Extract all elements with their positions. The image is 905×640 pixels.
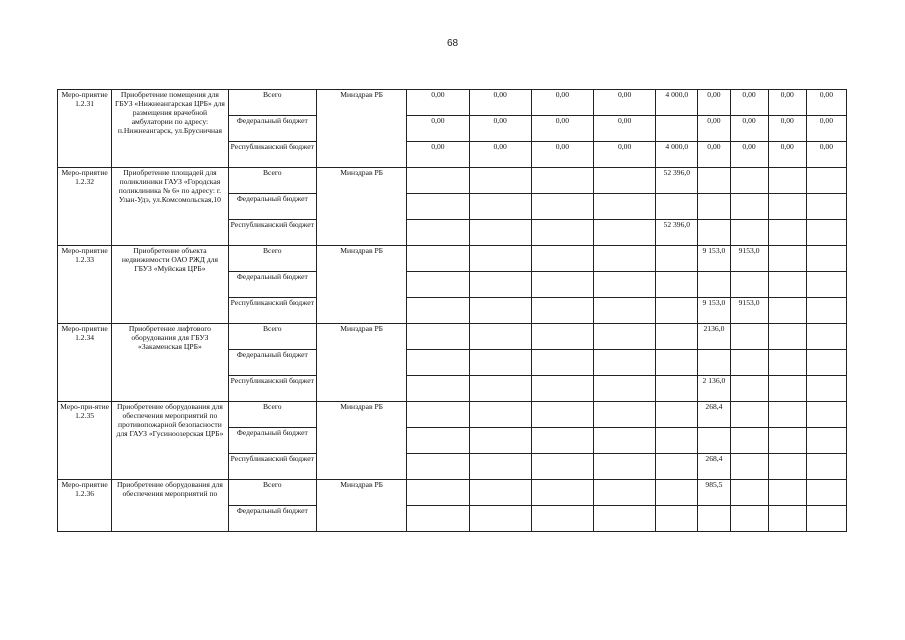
amount-cell: 0,00 — [531, 90, 593, 116]
amount-cell — [768, 506, 806, 532]
amount-cell — [806, 506, 846, 532]
amount-cell: 0,00 — [730, 90, 768, 116]
amount-cell: 0,00 — [531, 142, 593, 168]
amount-cell: 0,00 — [806, 142, 846, 168]
funding-source: Всего — [228, 90, 316, 116]
amount-cell — [531, 246, 593, 272]
amount-cell — [768, 454, 806, 480]
table-row — [58, 402, 847, 428]
amount-cell: 0,00 — [407, 142, 469, 168]
amount-cell: 0,00 — [806, 116, 846, 142]
amount-cell — [656, 480, 698, 506]
amount-cell — [698, 168, 730, 194]
executor: Минздрав РБ — [316, 324, 406, 402]
funding-source: Федеральный бюджет — [228, 116, 316, 142]
amount-cell — [407, 246, 469, 272]
measure-code: Меро-приятие 1.2.31 — [58, 90, 112, 168]
amount-cell — [594, 350, 656, 376]
amount-cell — [656, 428, 698, 454]
amount-cell — [531, 506, 593, 532]
amount-cell — [730, 220, 768, 246]
amount-cell — [469, 220, 531, 246]
amount-cell: 0,00 — [730, 142, 768, 168]
measure-name: Приобретение площадей для поликлиники ГАУЗ «Городская поликлиника № 6» по адресу: г. Улан-Удэ, ул.Комсомольская,10 — [112, 168, 228, 246]
amount-cell — [806, 324, 846, 350]
amount-cell — [806, 168, 846, 194]
funding-source: Республиканский бюджет — [228, 376, 316, 402]
amount-cell: 0,00 — [469, 90, 531, 116]
amount-cell: 9 153,0 — [698, 298, 730, 324]
amount-cell — [730, 168, 768, 194]
amount-cell — [730, 272, 768, 298]
amount-cell — [698, 194, 730, 220]
amount-cell — [730, 324, 768, 350]
executor: Минздрав РБ — [316, 246, 406, 324]
amount-cell — [469, 402, 531, 428]
amount-cell: 0,00 — [469, 142, 531, 168]
amount-cell — [469, 350, 531, 376]
amount-cell — [768, 376, 806, 402]
amount-cell — [531, 168, 593, 194]
amount-cell — [768, 220, 806, 246]
amount-cell: 0,00 — [407, 90, 469, 116]
measure-code: Меро-приятие 1.2.32 — [58, 168, 112, 246]
funding-source: Федеральный бюджет — [228, 506, 316, 532]
amount-cell — [768, 246, 806, 272]
amount-cell — [806, 454, 846, 480]
amount-cell — [407, 402, 469, 428]
amount-cell — [730, 194, 768, 220]
amount-cell — [656, 402, 698, 428]
amount-cell: 4 000,0 — [656, 142, 698, 168]
amount-cell — [656, 350, 698, 376]
amount-cell — [469, 194, 531, 220]
amount-cell: 0,00 — [768, 90, 806, 116]
amount-cell: 0,00 — [594, 116, 656, 142]
amount-cell — [730, 480, 768, 506]
amount-cell — [531, 298, 593, 324]
amount-cell — [730, 428, 768, 454]
amount-cell: 268,4 — [698, 402, 730, 428]
funding-source: Республиканский бюджет — [228, 454, 316, 480]
amount-cell — [407, 454, 469, 480]
funding-source: Федеральный бюджет — [228, 272, 316, 298]
amount-cell — [768, 402, 806, 428]
amount-cell — [656, 376, 698, 402]
funding-source: Всего — [228, 168, 316, 194]
amount-cell: 0,00 — [768, 116, 806, 142]
amount-cell — [594, 402, 656, 428]
amount-cell: 9 153,0 — [698, 246, 730, 272]
amount-cell — [768, 428, 806, 454]
amount-cell — [594, 272, 656, 298]
amount-cell — [806, 246, 846, 272]
amount-cell — [594, 220, 656, 246]
amount-cell — [531, 272, 593, 298]
amount-cell — [656, 454, 698, 480]
amount-cell — [594, 428, 656, 454]
amount-cell — [531, 220, 593, 246]
funding-source: Республиканский бюджет — [228, 220, 316, 246]
funding-source: Федеральный бюджет — [228, 350, 316, 376]
measure-name: Приобретение объекта недвижимости ОАО РЖД для ГБУЗ «Муйская ЦРБ» — [112, 246, 228, 324]
amount-cell — [698, 220, 730, 246]
amount-cell: 9153,0 — [730, 298, 768, 324]
amount-cell: 0,00 — [768, 142, 806, 168]
amount-cell — [594, 324, 656, 350]
amount-cell — [594, 168, 656, 194]
amount-cell — [656, 324, 698, 350]
amount-cell — [407, 480, 469, 506]
amount-cell — [656, 272, 698, 298]
amount-cell — [531, 376, 593, 402]
amount-cell: 0,00 — [407, 116, 469, 142]
amount-cell — [806, 376, 846, 402]
amount-cell — [594, 454, 656, 480]
amount-cell — [698, 506, 730, 532]
amount-cell — [407, 298, 469, 324]
measure-name: Приобретение оборудования для обеспечения мероприятий по противопожарной безопасности для ГАУЗ «Гусиноозерская ЦРБ» — [112, 402, 228, 480]
amount-cell — [469, 376, 531, 402]
amount-cell: 985,5 — [698, 480, 730, 506]
table-row — [58, 324, 847, 350]
amount-cell — [698, 428, 730, 454]
table-row — [58, 90, 847, 116]
amount-cell — [594, 298, 656, 324]
amount-cell — [407, 272, 469, 298]
amount-cell — [806, 428, 846, 454]
amount-cell — [531, 454, 593, 480]
amount-cell: 0,00 — [806, 90, 846, 116]
amount-cell — [469, 246, 531, 272]
amount-cell: 0,00 — [698, 90, 730, 116]
amount-cell — [594, 480, 656, 506]
funding-source: Республиканский бюджет — [228, 298, 316, 324]
amount-cell — [698, 272, 730, 298]
amount-cell — [594, 194, 656, 220]
amount-cell: 0,00 — [698, 116, 730, 142]
amount-cell — [531, 480, 593, 506]
amount-cell — [531, 350, 593, 376]
funding-source: Республиканский бюджет — [228, 142, 316, 168]
amount-cell — [407, 194, 469, 220]
amount-cell — [469, 428, 531, 454]
executor: Минздрав РБ — [316, 168, 406, 246]
amount-cell — [407, 428, 469, 454]
amount-cell: 0,00 — [594, 90, 656, 116]
amount-cell — [806, 194, 846, 220]
amount-cell — [469, 480, 531, 506]
amount-cell — [407, 324, 469, 350]
amount-cell — [730, 402, 768, 428]
amount-cell — [698, 350, 730, 376]
amount-cell: 0,00 — [531, 116, 593, 142]
amount-cell: 52 396,0 — [656, 168, 698, 194]
amount-cell — [531, 428, 593, 454]
amount-cell — [730, 350, 768, 376]
amount-cell — [531, 402, 593, 428]
amount-cell — [768, 194, 806, 220]
amount-cell — [768, 350, 806, 376]
amount-cell — [469, 272, 531, 298]
amount-cell — [407, 350, 469, 376]
table-row — [58, 168, 847, 194]
measure-code: Меро-приятие 1.2.34 — [58, 324, 112, 402]
amount-cell — [656, 194, 698, 220]
amount-cell — [594, 506, 656, 532]
amount-cell — [730, 376, 768, 402]
amount-cell — [469, 454, 531, 480]
budget-table — [57, 89, 847, 532]
measure-code: Меро-приятие 1.2.36 — [58, 480, 112, 532]
amount-cell — [768, 480, 806, 506]
executor: Минздрав РБ — [316, 90, 406, 168]
funding-source: Федеральный бюджет — [228, 194, 316, 220]
amount-cell: 268,4 — [698, 454, 730, 480]
amount-cell: 0,00 — [469, 116, 531, 142]
amount-cell — [469, 324, 531, 350]
amount-cell: 0,00 — [730, 116, 768, 142]
amount-cell — [768, 168, 806, 194]
amount-cell — [768, 298, 806, 324]
executor: Минздрав РБ — [316, 402, 406, 480]
amount-cell — [656, 506, 698, 532]
amount-cell — [407, 220, 469, 246]
funding-source: Всего — [228, 480, 316, 506]
amount-cell — [806, 220, 846, 246]
amount-cell — [531, 194, 593, 220]
table-row — [58, 246, 847, 272]
funding-source: Всего — [228, 324, 316, 350]
amount-cell — [407, 376, 469, 402]
amount-cell — [730, 454, 768, 480]
amount-cell — [806, 298, 846, 324]
amount-cell — [656, 246, 698, 272]
amount-cell: 52 396,0 — [656, 220, 698, 246]
funding-source: Всего — [228, 402, 316, 428]
amount-cell — [469, 298, 531, 324]
amount-cell — [407, 168, 469, 194]
amount-cell: 4 000,0 — [656, 90, 698, 116]
amount-cell — [656, 298, 698, 324]
amount-cell — [768, 272, 806, 298]
executor: Минздрав РБ — [316, 480, 406, 532]
amount-cell — [407, 506, 469, 532]
amount-cell — [806, 480, 846, 506]
amount-cell: 0,00 — [698, 142, 730, 168]
amount-cell — [768, 324, 806, 350]
funding-source: Всего — [228, 246, 316, 272]
amount-cell: 2 136,0 — [698, 376, 730, 402]
page-number: 68 — [446, 38, 459, 49]
amount-cell — [730, 506, 768, 532]
amount-cell — [806, 350, 846, 376]
measure-name: Приобретение оборудования для обеспечения мероприятий по — [112, 480, 228, 532]
amount-cell: 9153,0 — [730, 246, 768, 272]
table-row — [58, 480, 847, 506]
measure-code: Меро-приятие 1.2.33 — [58, 246, 112, 324]
amount-cell — [594, 246, 656, 272]
amount-cell: 0,00 — [594, 142, 656, 168]
amount-cell — [469, 506, 531, 532]
measure-name: Приобретение помещения для ГБУЗ «Нижнеангарская ЦРБ» для размещения врачебной амбулатории по адресу: п.Нижнеангарск, ул.Брусничная — [112, 90, 228, 168]
measure-code: Меро-при-ятие 1.2.35 — [58, 402, 112, 480]
amount-cell — [594, 376, 656, 402]
amount-cell — [531, 324, 593, 350]
amount-cell — [656, 116, 698, 142]
amount-cell: 2136,0 — [698, 324, 730, 350]
measure-name: Приобретение лифтового оборудования для ГБУЗ «Закаменская ЦРБ» — [112, 324, 228, 402]
amount-cell — [469, 168, 531, 194]
funding-source: Федеральный бюджет — [228, 428, 316, 454]
amount-cell — [806, 272, 846, 298]
amount-cell — [806, 402, 846, 428]
